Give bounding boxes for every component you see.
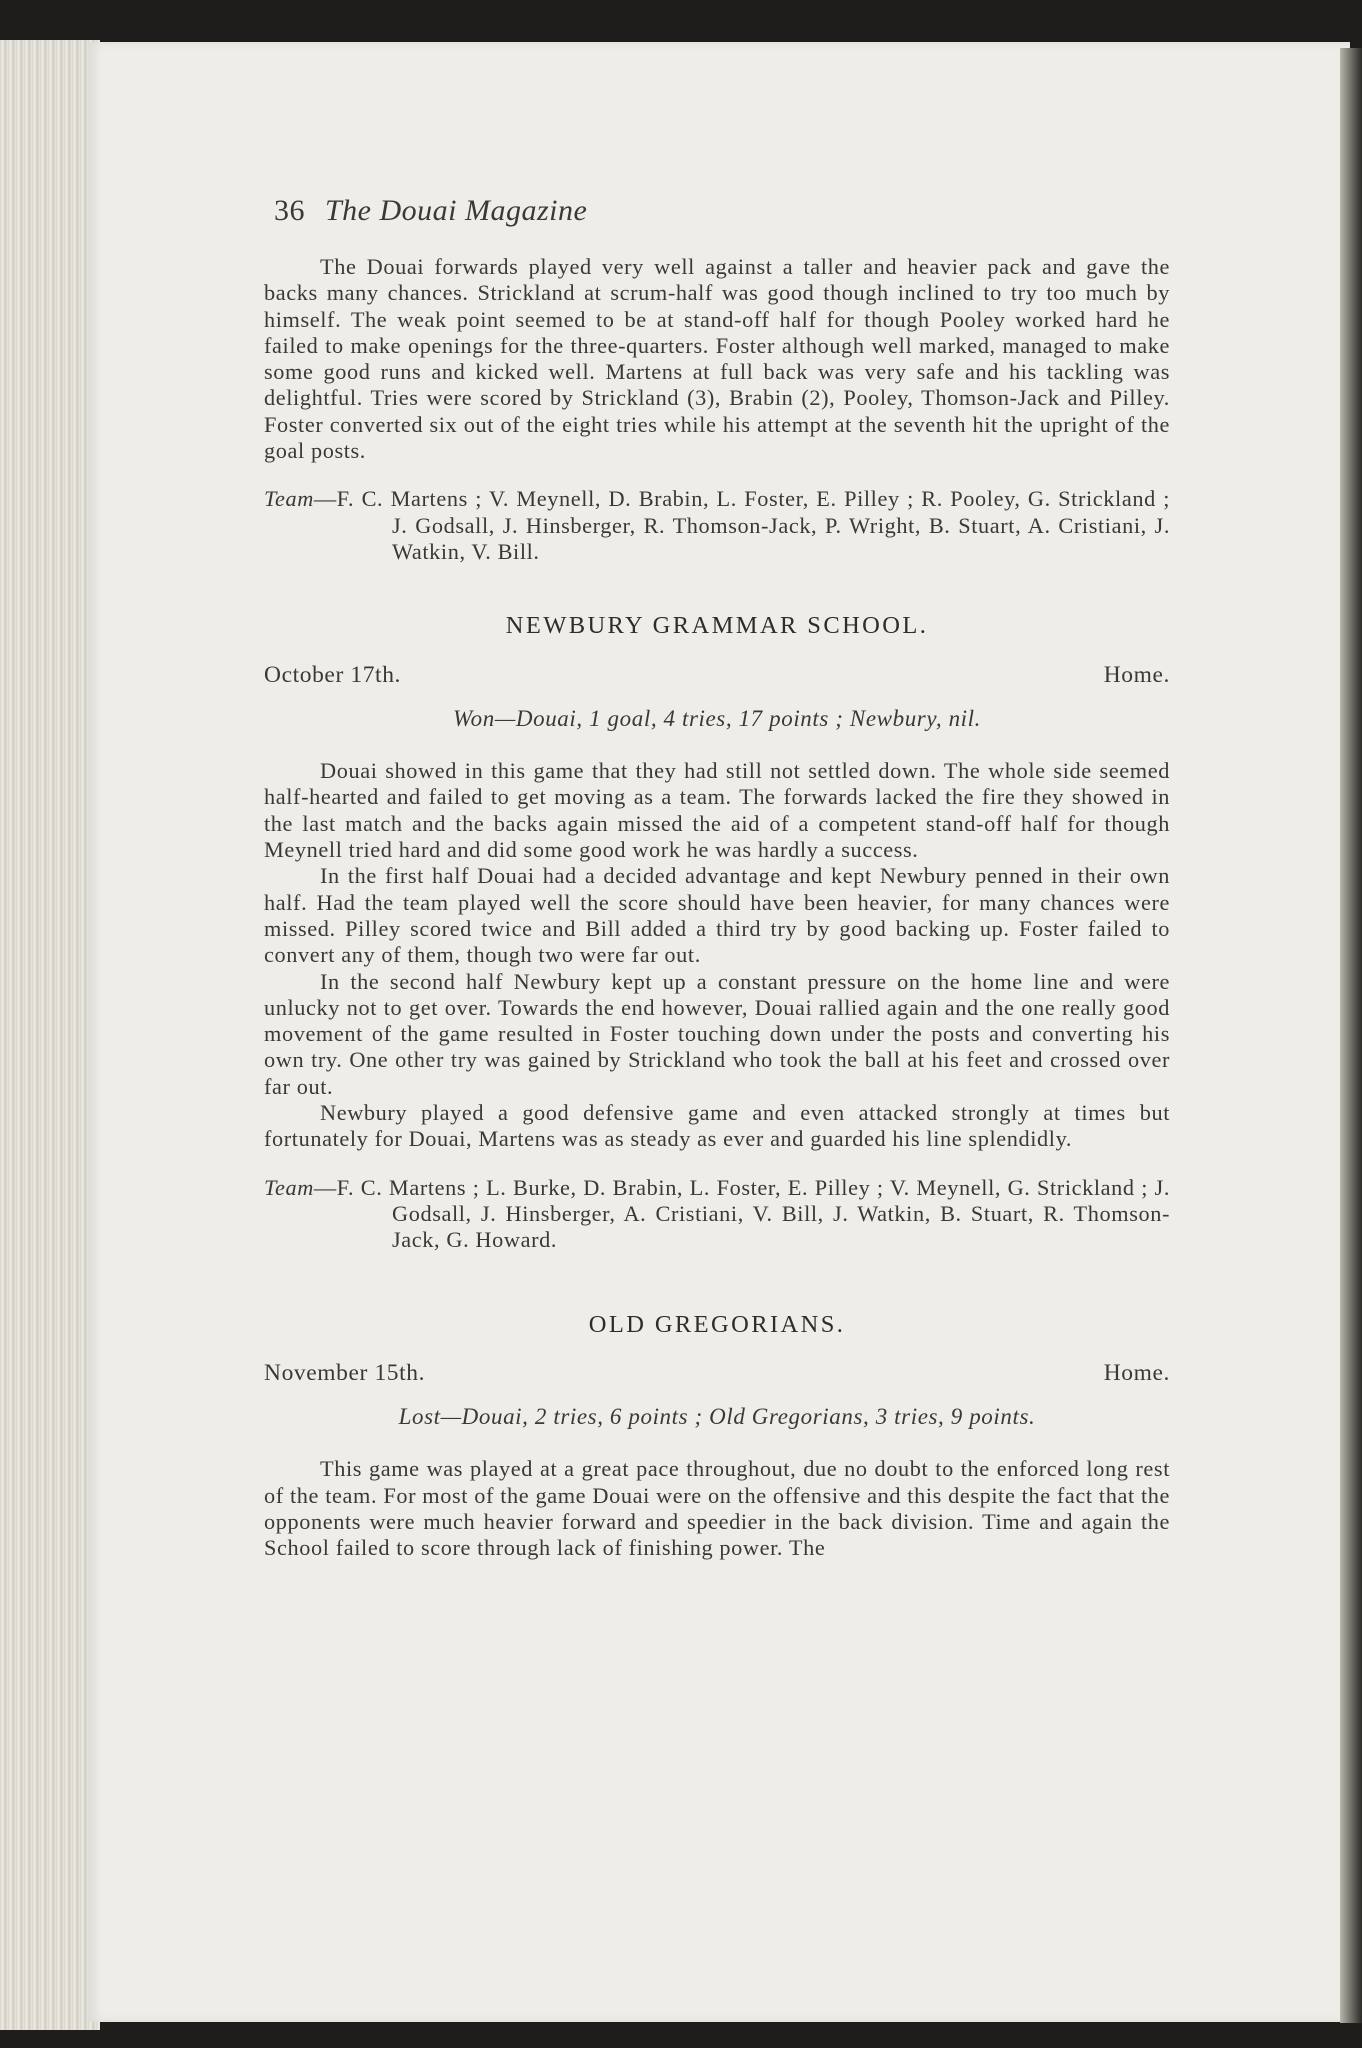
- opening-paragraph: The Douai forwards played very well against a taller and heavier pack and gave the backs many chances. Strickland at scrum-half was good though inclined to try too much by himself. The weak point seemed to be at stand-off half for though Pooley worked hard he failed to make openings for the three-quarters. Foster although well marked, managed to make some good runs and kicked well. Martens at full back was very safe and his tackling was delightful. Tries were scored by Strickland (3), Brabin (2), Pooley, Thomson-Jack and Pilley. Foster converted six out of the eight tries while his attempt at the seventh hit the upright of the goal posts.: [264, 254, 1170, 464]
- paragraph: This game was played at a great pace throughout, due no doubt to the enforced long rest of the team. For most of the game Douai were on the offensive and this despite the fact that the opponents were much heavier forward and speedier in the back division. Time and again the School failed to score through lack of finishing power. The: [264, 1456, 1170, 1561]
- match-dateline-gregorians: [264, 1360, 1170, 1386]
- running-head: [274, 192, 1170, 230]
- section-title-gregorians: OLD GREGORIANS.: [588, 1310, 846, 1338]
- match-venue: Home.: [1103, 661, 1170, 688]
- page-number: 36: [274, 194, 305, 227]
- page-content: [264, 192, 1170, 1562]
- book-spine-shadow: [1340, 48, 1362, 2023]
- match-venue: Home.: [1103, 1359, 1170, 1386]
- match-result-gregorians: Lost—Douai, 2 tries, 6 points ; Old Gregorians, 3 tries, 9 points.: [398, 1404, 1036, 1430]
- section-title-newbury: NEWBURY GRAMMAR SCHOOL.: [505, 612, 929, 640]
- paragraph: In the first half Douai had a decided advantage and kept Newbury penned in their own half. Had the team played well the score should have been heavier, for many chances were missed. Pilley scored twice and Bill added a third try by good backing up. Foster failed to convert any of them, though two were far out.: [264, 863, 1170, 968]
- magazine-title: The Douai Magazine: [325, 194, 588, 227]
- paragraph: Douai showed in this game that they had still not settled down. The whole side seemed half-hearted and failed to get moving as a team. The forwards lacked the fire they showed in the last match and the backs again missed the aid of a competent stand-off half for though Meynell tried hard and did some good work he was hardly a success.: [264, 758, 1170, 863]
- book-page-edges: [0, 40, 100, 2030]
- match-date: November 15th.: [264, 1359, 426, 1386]
- team-label: Team: [264, 1174, 314, 1200]
- team-list-newbury: [264, 1175, 1170, 1254]
- team-label: Team: [264, 486, 314, 512]
- team-list-1: [264, 486, 1170, 565]
- paragraph: In the second half Newbury kept up a constant pressure on the home line and were unlucky not to get over. Towards the end however, Douai rallied again and the one really good movement of the game resulted in Foster touching down under the posts and converting his own try. One other try was gained by Strickland who took the ball at his feet and crossed over far out.: [264, 968, 1170, 1099]
- team-names: —F. C. Martens ; V. Meynell, D. Brabin, L. Foster, E. Pilley ; R. Pooley, G. Strickland ; J. Godsall, J. Hinsberger, R. Thomson-Jack, P. Wright, B. Stuart, A. Cristiani, J. Watkin, V. Bill.: [313, 486, 1170, 564]
- team-names: —F. C. Martens ; L. Burke, D. Brabin, L. Foster, E. Pilley ; V. Meynell, G. Strickland ; J. Godsall, J. Hinsberger, A. Cristiani, V. Bill, J. Watkin, B. Stuart, R. Thomson-Jack, G. Howard.: [313, 1174, 1170, 1253]
- paragraph: Newbury played a good defensive game and even attacked strongly at times but fortunately for Douai, Martens was as steady as ever and guarded his line splendidly.: [264, 1100, 1170, 1152]
- match-result-newbury: Won—Douai, 1 goal, 4 tries, 17 points ; Newbury, nil.: [452, 705, 982, 731]
- match-date: October 17th.: [264, 661, 402, 688]
- match-dateline-newbury: [264, 662, 1170, 688]
